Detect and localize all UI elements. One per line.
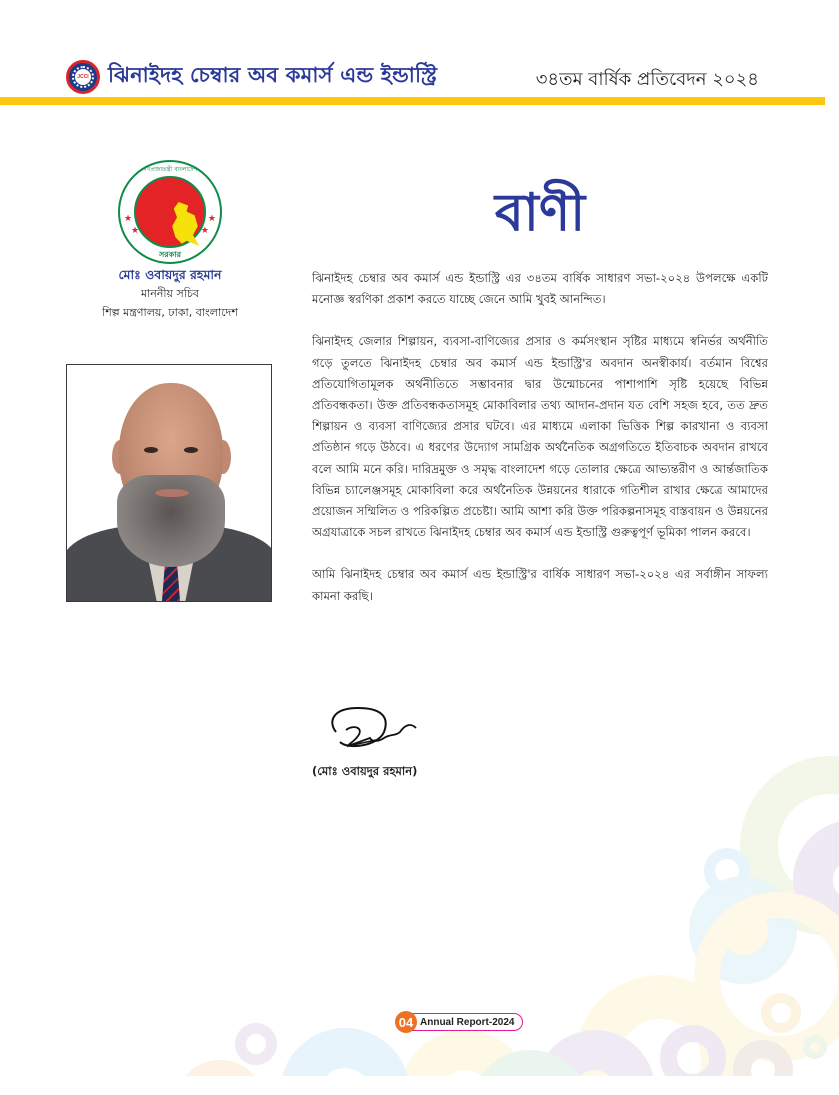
report-title: ৩৪তম বার্ষিক প্রতিবেদন ২০২৪: [535, 69, 759, 90]
jcci-logo-icon: [66, 60, 100, 94]
signature-icon: [318, 702, 438, 762]
footer-label: Annual Report-2024: [420, 1016, 515, 1028]
government-seal-icon: [118, 160, 222, 264]
message-body: [312, 268, 768, 628]
person-office: শিল্প মন্ত্রণালয়, ঢাকা, বাংলাদেশ: [102, 306, 238, 319]
person-designation: মাননীয় সচিব: [140, 287, 200, 300]
page-header: [0, 55, 839, 95]
photo-mouth: [155, 489, 189, 497]
person-name: মোঃ ওবায়দুর রহমান: [118, 267, 222, 282]
message-paragraph: ঝিনাইদহ জেলার শিল্পায়ন, ব্যবসা-বাণিজ্যের প্রসার ও কর্মসংস্থান সৃষ্টির মাধ্যমে স্বনির্ভর অর্থনীতি গড়ে তুলতে ঝিনাইদহ চেম্বার অব কমার্স এন্ড ইন্ডাস্ট্রি'র অবদান অনস্বীকার্য। বর্তমান বিশ্বের প্রতিযোগিতামূলক অর্থনীতিতে সম্ভাবনার দ্বার উন্মোচনের পাশাপাশি সৃষ্টি হয়েছে বিভিন্ন প্রতিবন্ধকতা। উক্ত প্রতিবন্ধকতাসমূহ মোকাবিলার তথ্য আদান-প্রদান যত বেশি সহজ হবে, তত দ্রুত শিল্পায়ন ও ব্যবসা বাণিজ্যের প্রসার ঘটবে। এর মাধ্যমে এলাকা ভিত্তিক শিল্প কারখানা ও ব্যবসা প্রতিষ্ঠান গড়ে উঠবে। এ ধরণের উদ্যোগ সামগ্রিক অর্থনৈতিক অগ্রগতিতে ইতিবাচক অবদান রাখবে বলে আমি মনে করি। দারিদ্রমুক্ত ও সমৃদ্ধ বাংলাদেশ গড়ে তোলার ক্ষেত্রে আভ্যন্তরীণ ও আর্ন্তজাতিক বিভিন্ন চ্যালেঞ্জসমূহ মোকাবিলা করে অর্থনৈতিক উন্নয়নের ধারাকে গতিশীল রাখার ক্ষেত্রে আমাদের প্রয়োজন সম্মিলিত ও পরিকল্পিত প্রচেষ্টা। আমি আশা করি উক্ত পরিকল্পনাসমূহ বাস্তবায়ন ও উন্নয়নের অগ্রযাত্রাকে সচল রাখতে ঝিনাইদহ চেম্বার অব কমার্স এন্ড ইন্ডাস্ট্রি গুরুত্বপূর্ণ ভূমিকা পালন করবে।: [312, 334, 768, 540]
seal-bottom-text: সরকার: [158, 250, 182, 259]
org-name: ঝিনাইদহ চেম্বার অব কমার্স এন্ড ইন্ডাস্ট্রি: [108, 63, 438, 87]
message-paragraph: ঝিনাইদহ চেম্বার অব কমার্স এন্ড ইন্ডাস্ট্রি এর ৩৪তম বার্ষিক সাধারণ সভা-২০২৪ উপলক্ষে একটি মনোজ্ঞ স্বরণিকা প্রকাশ করতে যাচ্ছে জেনে আমি খুবই আনন্দিত।: [312, 271, 768, 307]
photo-eye: [144, 447, 158, 453]
star-icon: ★: [200, 226, 209, 236]
seal-top-text: গণপ্রজাতন্ত্রী বাংলাদেশ: [142, 166, 198, 173]
bangladesh-map-icon: [169, 202, 201, 246]
footer-page-badge: [397, 1013, 523, 1031]
person-info: [60, 266, 280, 322]
jcci-logo-text: JCCI: [75, 69, 91, 85]
seal-red-circle: [134, 176, 206, 248]
star-icon: ★: [124, 214, 133, 224]
message-title: বাণী: [494, 183, 586, 243]
message-paragraph: আমি ঝিনাইদহ চেম্বার অব কমার্স এন্ড ইন্ডাস্ট্রি'র বার্ষিক সাধারণ সভা-২০২৪ এর সর্বাঙ্গীন সাফল্য কামনা করছি।: [312, 567, 768, 603]
portrait-photo: [66, 364, 272, 602]
header-brand: [66, 59, 437, 94]
star-icon: ★: [131, 226, 140, 236]
star-icon: ★: [207, 214, 216, 224]
photo-eye: [184, 447, 198, 453]
header-divider: [0, 97, 825, 105]
signer-name: (মোঃ ওবায়দুর রহমান): [312, 764, 418, 778]
page-number: 04: [395, 1011, 417, 1033]
